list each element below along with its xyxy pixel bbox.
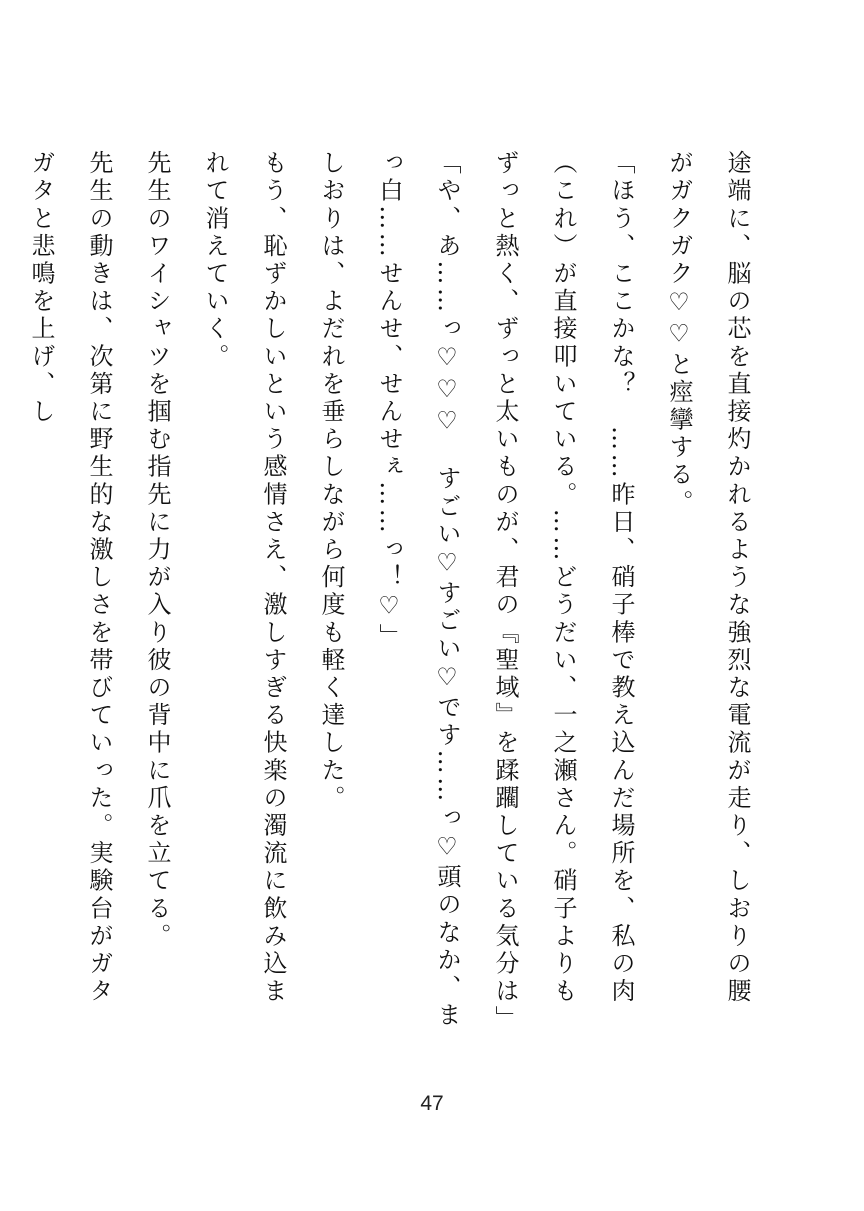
paragraph: 先生のワイシャツを掴む指先に力が入り彼の背中に爪を立てる。 <box>143 150 171 951</box>
paragraph: 「ほう、ここかな？ ……昨日、硝子棒で教え込んだ場所を、私の肉（これ）が直接叩いている。……どうだい、一之瀬さん。硝子よりもずっと熱く、ずっと太いものが、君の『聖域』を蹂躙している気分は」 <box>491 150 635 1034</box>
page-number: 47 <box>420 1092 444 1115</box>
paragraph: 「や、あ……っ♡♡♡ すごい♡すごい♡です……っ♡頭のなか、まっ白……せんせ、せんせぇ……っ！♡」 <box>375 150 461 1030</box>
vertical-text-body <box>12 150 766 1034</box>
paragraph: もう、恥ずかしいという感情さえ、激しすぎる快楽の濁流に飲み込まれて消えていく。 <box>201 150 287 1006</box>
paragraph: 途端に、脳の芯を直接灼かれるような強烈な電流が走り、しおりの腰がガクガク♡♡と痙攣する。 <box>665 150 751 1006</box>
paragraph: しおりは、よだれを垂らしながら何度も軽く達した。 <box>317 150 345 813</box>
paragraph: 先生の動きは、次第に野生的な激しさを帯びていった。実験台がガタガタと悲鳴を上げ、し <box>27 150 113 1006</box>
